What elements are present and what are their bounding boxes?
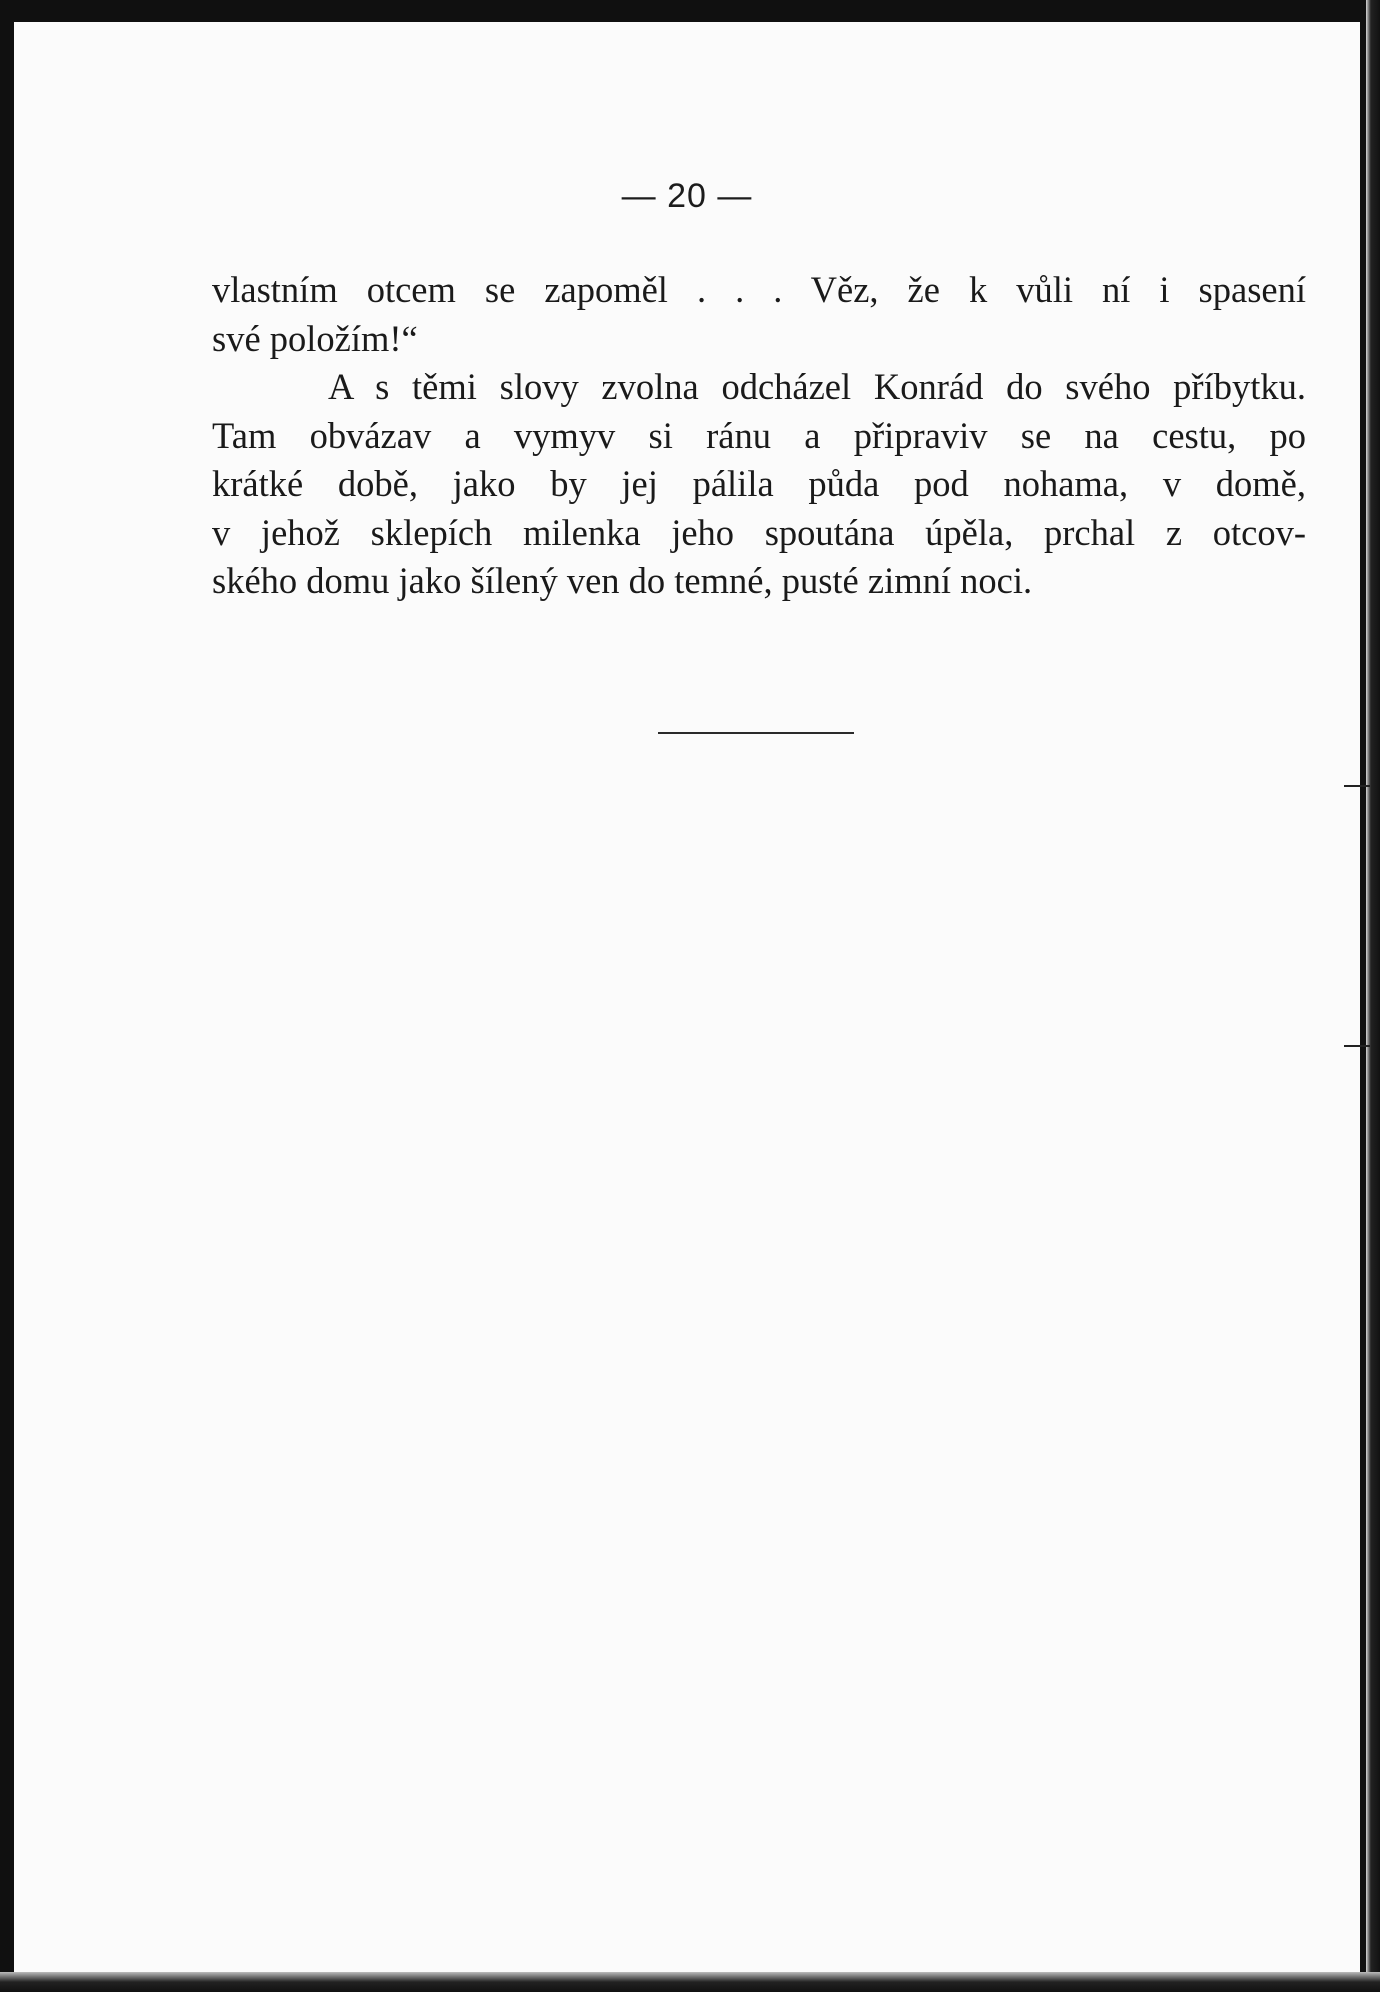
section-separator-rule — [658, 732, 854, 734]
text-line: své položím!“ — [212, 317, 418, 359]
scan-edge-mark — [1344, 1045, 1370, 1047]
text-line: Tam obvázav a vymyv si ránu a připraviv se na cestu, po — [212, 414, 1306, 456]
page-number: — 20 — — [621, 177, 753, 215]
scan-right-edge — [1366, 0, 1380, 1992]
scan-edge-mark — [1344, 785, 1370, 787]
book-page — [14, 22, 1360, 1972]
body-text — [212, 266, 1306, 606]
text-line: ského domu jako šílený ven do temné, pusté zimní noci. — [212, 560, 1033, 601]
scan-bottom-edge — [0, 1972, 1380, 1992]
text-line: vlastním otcem se zapoměl . . . Věz, že k vůli ní i spasení — [212, 269, 1306, 310]
text-line: krátké době, jako by jej pálila půda pod nohama, v domě, — [212, 463, 1306, 504]
text-line: v jehož sklepích milenka jeho spoutána úpěla, prchal z otcov- — [212, 511, 1306, 553]
text-line: A s těmi slovy zvolna odcházel Konrád do svého příbytku. — [328, 366, 1306, 407]
